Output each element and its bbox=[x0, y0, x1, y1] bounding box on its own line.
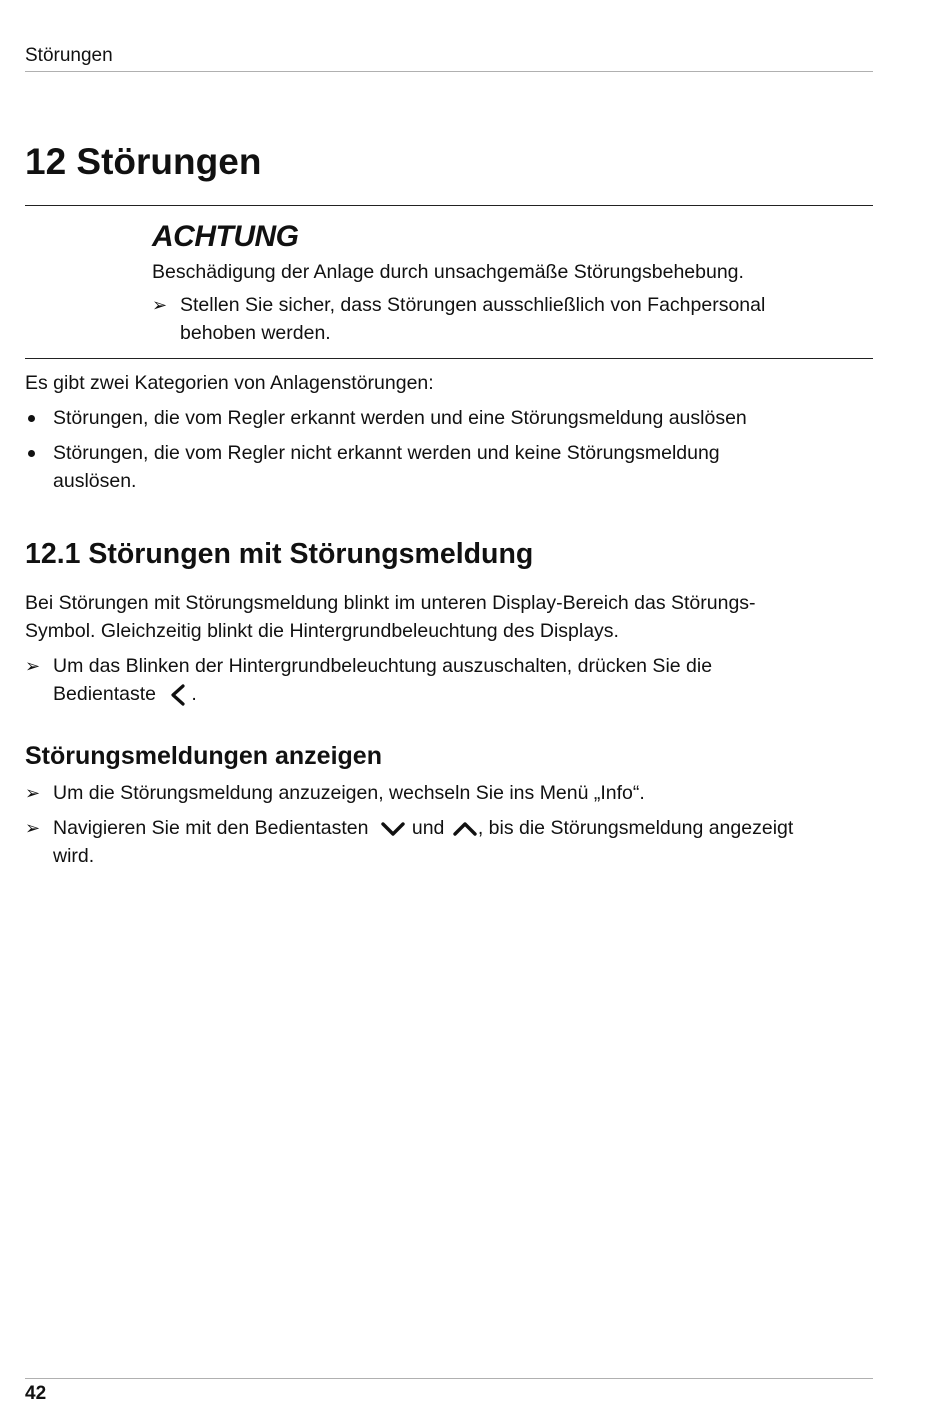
bullet-dot-icon bbox=[28, 450, 35, 457]
notice-label: ACHTUNG bbox=[152, 220, 299, 253]
notice-top-divider bbox=[25, 205, 873, 206]
subsection-step1: Um die Störungsmeldung anzuzeigen, wechseln Sie ins Menü „Info“. bbox=[53, 782, 645, 804]
running-header: Störungen bbox=[25, 45, 113, 66]
footer-divider bbox=[25, 1378, 873, 1379]
section-para-line2: Symbol. Gleichzeitig blinkt die Hintergrundbeleuchtung des Displays. bbox=[25, 620, 619, 642]
subsection-step2-line2: wird. bbox=[53, 845, 95, 867]
intro-bullet-2-line2: auslösen. bbox=[53, 470, 137, 492]
chevron-left-icon bbox=[167, 683, 189, 707]
subsection-title: Störungsmeldungen anzeigen bbox=[25, 742, 382, 770]
page-number: 42 bbox=[25, 1383, 47, 1404]
intro-bullet-1: Störungen, die vom Regler erkannt werden und eine Störungsmeldung auslösen bbox=[53, 407, 747, 429]
section-step-line2-end: . bbox=[191, 683, 197, 705]
section-step-line2-text: Bedientaste bbox=[53, 683, 156, 705]
action-arrow-icon: ➢ bbox=[25, 656, 41, 676]
action-arrow-icon: ➢ bbox=[25, 818, 41, 838]
intro-bullet-2-line1: Störungen, die vom Regler nicht erkannt werden und keine Störungsmeldung bbox=[53, 442, 720, 464]
section-para-line1: Bei Störungen mit Störungsmeldung blinkt im unteren Display-Bereich das Störungs- bbox=[25, 592, 756, 614]
subsection-step2-rest: , bis die Störungsmeldung angezeigt bbox=[477, 817, 794, 839]
notice-action-line2: behoben werden. bbox=[180, 322, 331, 344]
chevron-down-icon bbox=[380, 818, 406, 840]
action-arrow-icon: ➢ bbox=[152, 295, 168, 315]
chevron-up-icon bbox=[452, 818, 478, 840]
subsection-step2-line1 bbox=[53, 814, 793, 842]
action-arrow-icon: ➢ bbox=[25, 783, 41, 803]
notice-bottom-divider bbox=[25, 358, 873, 359]
section-step-line2 bbox=[53, 680, 197, 708]
subsection-step2-text: Navigieren Sie mit den Bedientasten bbox=[53, 817, 369, 839]
bullet-dot-icon bbox=[28, 415, 35, 422]
header-divider bbox=[25, 71, 873, 72]
subsection-step2-and: und bbox=[411, 817, 445, 839]
notice-action-line1: Stellen Sie sicher, dass Störungen ausschließlich von Fachpersonal bbox=[180, 294, 766, 316]
section-title: 12.1 Störungen mit Störungsmeldung bbox=[25, 538, 534, 570]
intro-text: Es gibt zwei Kategorien von Anlagenstörungen: bbox=[25, 372, 434, 394]
chapter-title: 12 Störungen bbox=[25, 141, 262, 182]
section-step-line1: Um das Blinken der Hintergrundbeleuchtung auszuschalten, drücken Sie die bbox=[53, 655, 713, 677]
notice-text: Beschädigung der Anlage durch unsachgemäße Störungsbehebung. bbox=[152, 261, 744, 283]
